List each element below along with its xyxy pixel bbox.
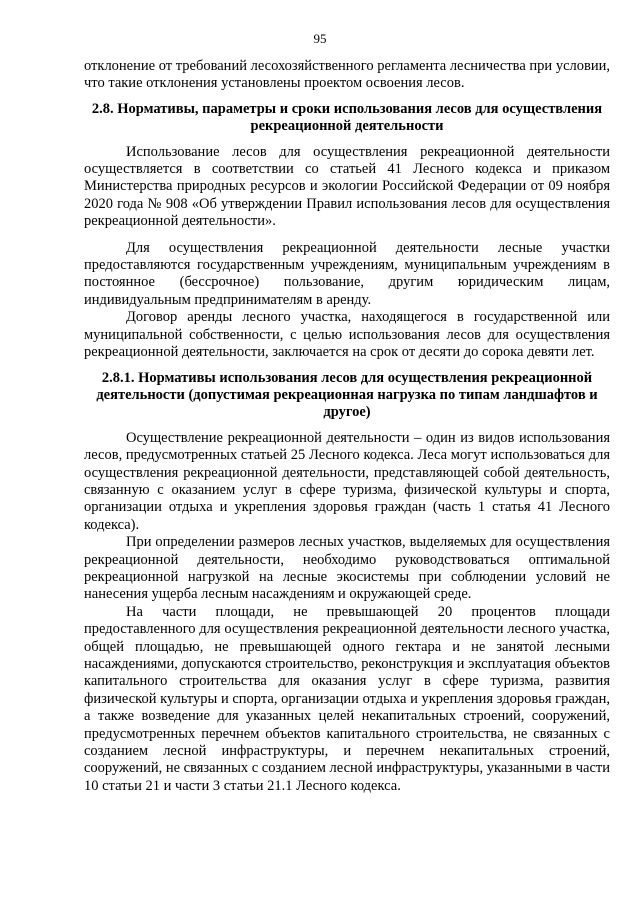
section-heading-2-8: 2.8. Нормативы, параметры и сроки использования лесов для осуществления рекреационной деятельности xyxy=(91,100,603,135)
page-number: 95 xyxy=(313,31,327,46)
paragraph: Договор аренды лесного участка, находящегося в государственной или муниципальной собственности, с целью использования лесов для осуществления рекреационной деятельности, заключается на срок от десяти до сорока девяти лет. xyxy=(84,309,610,361)
paragraph: отклонение от требований лесохозяйственного регламента лесничества при условии, что такие отклонения установлены проектом освоения лесов. xyxy=(84,58,610,92)
paragraph: Осуществление рекреационной деятельности – один из видов использования лесов, предусмотренных статьей 25 Лесного кодекса. Леса могут использоваться для осуществления рекреационной деятельности, представляющей собой деятельность, связанную с оказанием услуг в сфере туризма, физической культуры и спорта, организации отдыха и укрепления здоровья граждан (часть 1 статья 41 Лесного кодекса). xyxy=(84,429,610,533)
paragraph: При определении размеров лесных участков, выделяемых для осуществления рекреационной деятельности, необходимо руководствоваться оптимальной рекреационной нагрузкой на лесные экосистемы при соблюдении условий не нанесения ущерба лесным насаждениям и окружающей среде. xyxy=(84,534,610,603)
section-heading-2-8-1: 2.8.1. Нормативы использования лесов для осуществления рекреационной деятельности (допустимая рекреационная нагрузка по типам ландшафтов и другое) xyxy=(96,369,598,421)
paragraph: На части площади, не превышающей 20 процентов площади предоставленного для осуществления рекреационной деятельности лесного участка, общей площадью, не превышающей одного гектара и не занятой лесными насаждениями, допускаются строительство, реконструкция и эксплуатация объектов капитального строительства для оказания услуг в сфере туризма, развития физической культуры и спорта, организации отдыха и укрепления здоровья граждан, а также возведение для указанных целей некапитальных строений, сооружений, предусмотренных перечнем объектов капитального строительства, не связанных с созданием лесной инфраструктуры, и перечнем некапитальных строений, сооружений, не связанных с созданием лесной инфраструктуры, указанными в части 10 статьи 21 и части 3 статьи 21.1 Лесного кодекса. xyxy=(84,603,610,794)
paragraph: Для осуществления рекреационной деятельности лесные участки предоставляются государственным учреждениям, муниципальным учреждениям в постоянное (бессрочное) пользование, другим юридическим лицам, индивидуальным предпринимателям в аренду. xyxy=(84,239,610,308)
page-content xyxy=(84,58,610,795)
paragraph: Использование лесов для осуществления рекреационной деятельности осуществляется в соответствии со статьей 41 Лесного кодекса и приказом Министерства природных ресурсов и экологии Российской Федерации от 09 ноября 2020 года № 908 «Об утверждении Правил использования лесов для осуществления рекреационной деятельности». xyxy=(84,143,610,230)
